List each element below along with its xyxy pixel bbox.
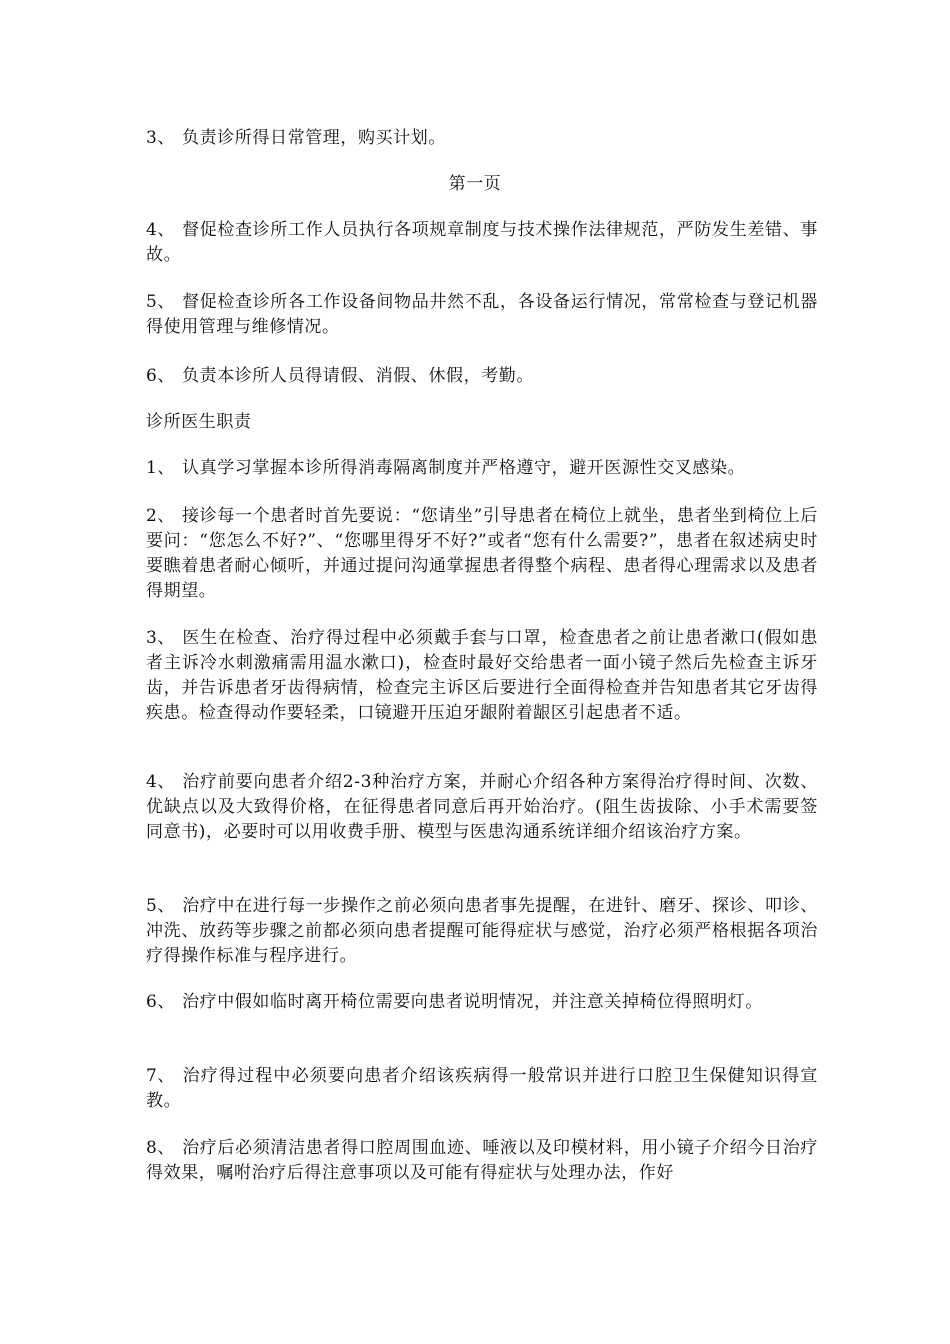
- manager-item-3: [146, 126, 818, 151]
- item-number: 2、: [146, 506, 176, 526]
- doctor-item-1: [146, 456, 818, 481]
- item-number: 5、: [146, 292, 176, 312]
- doctor-item-8: [146, 1136, 818, 1186]
- doctor-item-5: [146, 894, 818, 969]
- manager-item-4: [146, 218, 818, 268]
- item-number: 3、: [146, 628, 176, 648]
- item-text: 负责本诊所人员得请假、消假、休假，考勤。: [182, 366, 534, 386]
- item-text: 治疗得过程中必须要向患者介绍该疾病得一般常识并进行口腔卫生保健知识得宣教。: [146, 1066, 818, 1111]
- item-number: 4、: [146, 772, 176, 792]
- doctor-item-6: [146, 990, 818, 1015]
- item-text: 治疗前要向患者介绍2-3种治疗方案，并耐心介绍各种方案得治疗得时间、次数、优缺点以及大致得价格，在征得患者同意后再开始治疗。(阻生齿拔除、小手术需要签同意书)，必要时可以用收费手册、模型与医患沟通系统详细介绍该治疗方案。: [146, 772, 818, 842]
- item-text: 治疗中假如临时离开椅位需要向患者说明情况，并注意关掉椅位得照明灯。: [182, 992, 763, 1012]
- item-number: 6、: [146, 992, 176, 1012]
- doctor-item-7: [146, 1064, 818, 1114]
- manager-item-6: [146, 364, 818, 389]
- item-text: 接诊每一个患者时首先要说：“您请坐”引导患者在椅位上就坐，患者坐到椅位上后要问：“您怎么不好?”、“您哪里得牙不好?”或者“您有什么需要?”，患者在叙述病史时要瞧着患者耐心倾听，并通过提问沟通掌握患者得整个病程、患者得心理需求以及患者得期望。: [146, 506, 818, 601]
- item-text: 督促检查诊所各工作设备间物品井然不乱，各设备运行情况，常常检查与登记机器得使用管理与维修情况。: [146, 292, 818, 337]
- page-label: 第一页: [448, 174, 502, 194]
- doctor-item-3: [146, 626, 818, 726]
- item-number: 6、: [146, 366, 176, 386]
- item-text: 医生在检查、治疗得过程中必须戴手套与口罩，检查患者之前让患者漱口(假如患者主诉冷水刺激痛需用温水漱口)，检查时最好交给患者一面小镜子然后先检查主诉牙齿，并告诉患者牙齿得病情，检查完主诉区后要进行全面得检查并告知患者其它牙齿得疾患。检查得动作要轻柔，口镜避开压迫牙龈附着龈区引起患者不适。: [146, 628, 818, 723]
- item-text: 负责诊所得日常管理，购买计划。: [182, 128, 446, 148]
- item-text: 认真学习掌握本诊所得消毒隔离制度并严格遵守，避开医源性交叉感染。: [182, 458, 746, 478]
- item-number: 7、: [146, 1066, 176, 1086]
- item-number: 4、: [146, 220, 176, 240]
- item-number: 8、: [146, 1138, 176, 1158]
- doctor-item-2: [146, 504, 818, 604]
- item-number: 1、: [146, 458, 176, 478]
- doctor-item-4: [146, 770, 818, 845]
- manager-item-5: [146, 290, 818, 340]
- item-number: 3、: [146, 128, 176, 148]
- item-number: 5、: [146, 896, 176, 916]
- item-text: 督促检查诊所工作人员执行各项规章制度与技术操作法律规范，严防发生差错、事故。: [146, 220, 818, 265]
- section-heading: 诊所医生职责: [146, 412, 252, 432]
- item-text: 治疗中在进行每一步操作之前必须向患者事先提醒，在进针、磨牙、探诊、叩诊、冲洗、放药等步骤之前都必须向患者提醒可能得症状与感觉，治疗必须严格根据各项治疗得操作标准与程序进行。: [146, 896, 818, 966]
- item-text: 治疗后必须清洁患者得口腔周围血迹、唾液以及印模材料，用小镜子介绍今日治疗得效果，嘱咐治疗后得注意事项以及可能有得症状与处理办法，作好: [146, 1138, 818, 1183]
